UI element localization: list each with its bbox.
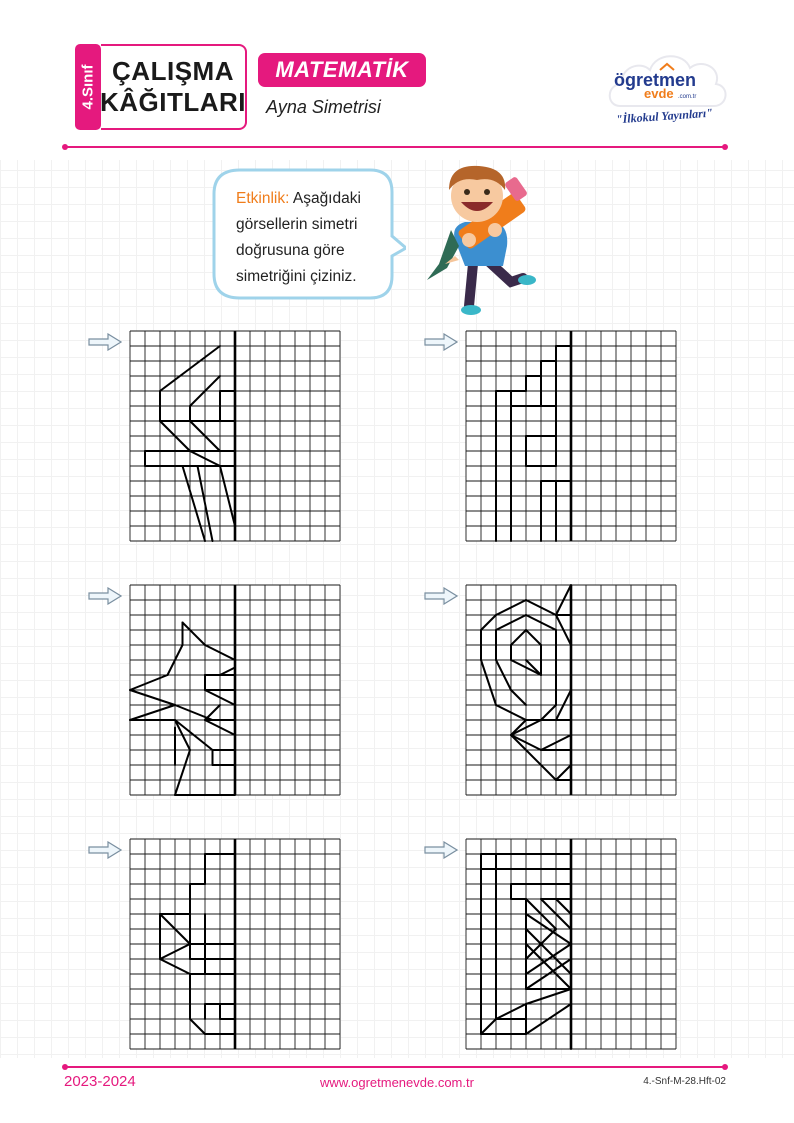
logo-tagline: "İlkokul Yayınları" [615, 105, 714, 127]
grade-tag [75, 44, 101, 130]
activity-label: Etkinlik: [236, 190, 290, 207]
activity-line2: görsellerin simetri [236, 216, 358, 233]
arrow-right-icon [424, 841, 458, 859]
subject-badge: MATEMATİK [258, 53, 426, 87]
logo-brand-part1: ögretmen [614, 70, 697, 90]
publisher-logo [604, 44, 730, 130]
grade-label: 4.Sınıf [79, 64, 97, 110]
symmetry-grid-4[interactable] [465, 584, 677, 796]
topic-title: Ayna Simetrisi [266, 97, 381, 117]
activity-line4: simetriğini çiziniz. [236, 268, 357, 285]
divider-dot-left [62, 144, 68, 150]
worksheet-title-line1: ÇALIŞMA [112, 56, 234, 86]
symmetry-grid-1[interactable] [129, 330, 341, 542]
worksheet-title-line2: KÂĞITLARI [99, 87, 247, 117]
arrow-right-icon [424, 333, 458, 351]
kid-with-pencil-illustration [425, 160, 550, 320]
symmetry-grid-2[interactable] [465, 330, 677, 542]
activity-line3: doğrusuna göre [236, 242, 345, 259]
arrow-right-icon [88, 587, 122, 605]
activity-line1: Aşağıdaki [289, 190, 361, 207]
symmetry-grid-5[interactable] [129, 838, 341, 1050]
footer-url: www.ogretmenevde.com.tr [320, 1075, 474, 1090]
arrow-right-icon [424, 587, 458, 605]
footer-year: 2023-2024 [64, 1073, 136, 1090]
logo-domain-suffix: .com.tr [678, 94, 697, 100]
activity-instructions [236, 186, 396, 290]
arrow-right-icon [88, 841, 122, 859]
symmetry-grid-6[interactable] [465, 838, 677, 1050]
symmetry-grid-3[interactable] [129, 584, 341, 796]
footer-code: 4.-Snf-M-28.Hft-02 [643, 1076, 726, 1087]
header-divider [64, 146, 726, 148]
logo-brand-part2: evde [644, 86, 674, 101]
kid-legs [461, 260, 536, 315]
worksheet-title-box [101, 44, 247, 130]
divider-dot-right [722, 144, 728, 150]
footer-dot-right [722, 1064, 728, 1070]
arrow-right-icon [88, 333, 122, 351]
footer-dot-left [62, 1064, 68, 1070]
footer-divider [64, 1066, 726, 1068]
